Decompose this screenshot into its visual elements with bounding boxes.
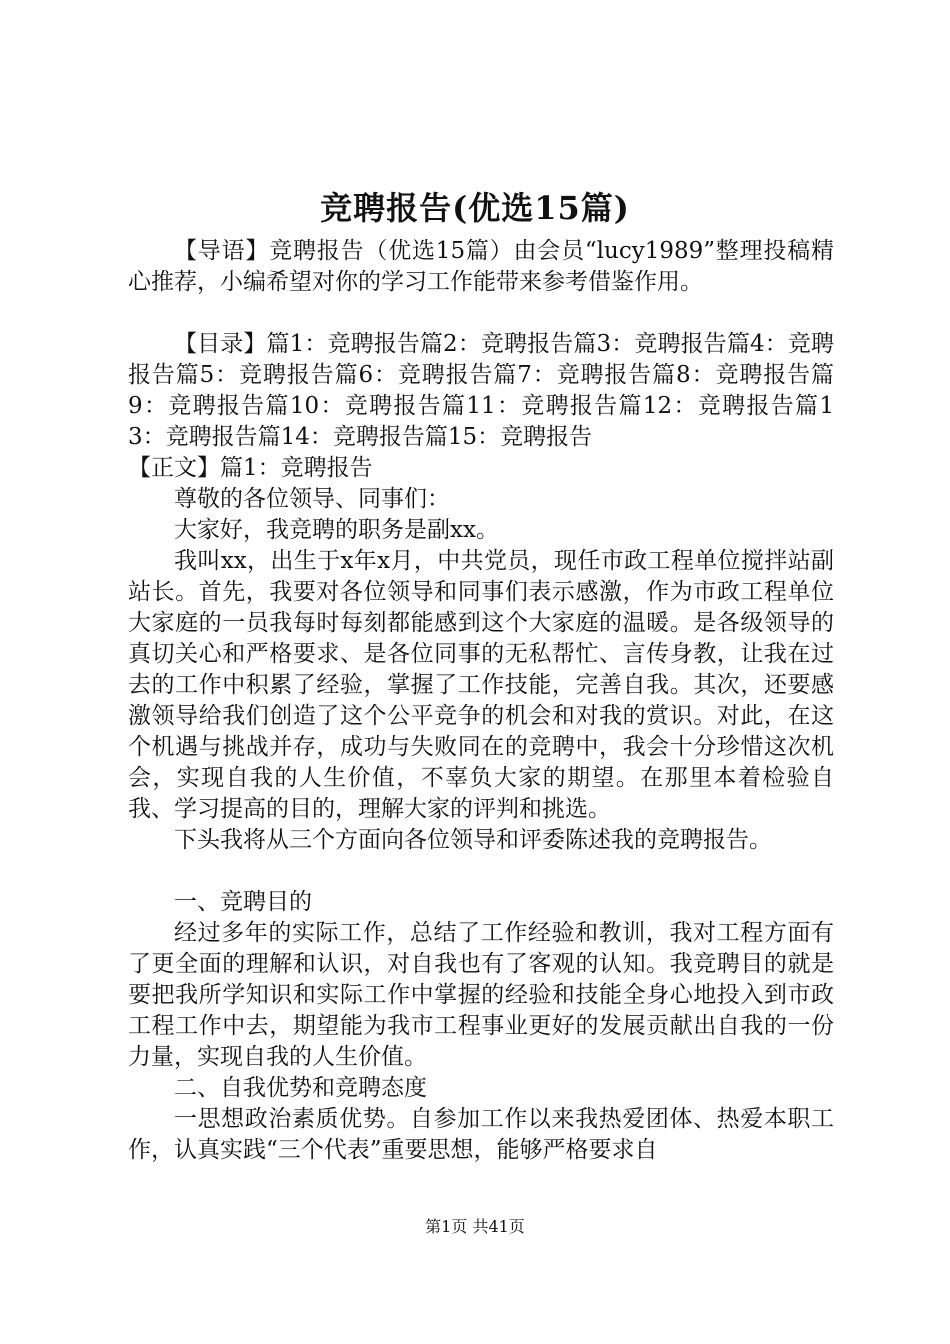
section-heading: 二、自我优势和竞聘态度 [174,1075,427,1101]
intro-paragraph: 【导语】竞聘报告（优选15篇）由会员“lucy1989”整理投稿精心推荐，小编希望对你的学习工作能带来参考借鉴作用。 [128,238,834,295]
salutation-paragraph: 尊敬的各位领导、同事们： [174,486,450,512]
toc-paragraph: 【目录】篇1：竞聘报告篇2：竞聘报告篇3：竞聘报告篇4：竞聘报告篇5：竞聘报告篇6：竞聘报告篇7：竞聘报告篇8：竞聘报告篇9：竞聘报告篇10：竞聘报告篇11：竞聘报告篇12：竞聘报告篇13：竞聘报告篇14：竞聘报告篇15：竞聘报告 [128,331,834,450]
paragraph-gap [128,298,834,329]
paragraph-gap [128,856,834,887]
document-title: 竞聘报告(优选15篇) [320,189,630,227]
page-footer: 第1页 共41页 [425,1217,525,1236]
document-body [128,236,834,1166]
transition-paragraph: 下头我将从三个方面向各位领导和评委陈述我的竞聘报告。 [174,827,772,853]
self-introduction-paragraph: 我叫xx，出生于x年x月，中共党员，现任市政工程单位搅拌站副站长。首先，我要对各位领导和同事们表示感激，作为市政工程单位大家庭的一员我每时每刻都能感到这个大家庭的温暖。是各级领导的真切关心和严格要求、是各位同事的无私帮忙、言传身教，让我在过去的工作中积累了经验，掌握了工作技能，完善自我。其次，还要感激领导给我们创造了这个公平竞争的机会和对我的赏识。对此，在这个机遇与挑战并存，成功与失败同在的竞聘中，我会十分珍惜这次机会，实现自我的人生价值，不辜负大家的期望。在那里本着检验自我、学习提高的目的，理解大家的评判和挑选。 [128,548,834,822]
greeting-paragraph: 大家好，我竞聘的职务是副xx。 [174,517,499,543]
body-heading: 【正文】篇1：竞聘报告 [128,455,373,481]
section-text: 经过多年的实际工作，总结了工作经验和教训，我对工程方面有了更全面的理解和认识，对自我也有了客观的认知。我竞聘目的就是要把我所学知识和实际工作中掌握的经验和技能全身心地投入到市政工程工作中去，期望能为我市工程事业更好的发展贡献出自我的一份力量，实现自我的人生价值。 [128,920,834,1070]
section-heading: 一、竞聘目的 [174,889,312,915]
section-text: 一思想政治素质优势。自参加工作以来我热爱团体、热爱本职工作，认真实践“三个代表”重要思想，能够严格要求自 [128,1106,834,1163]
